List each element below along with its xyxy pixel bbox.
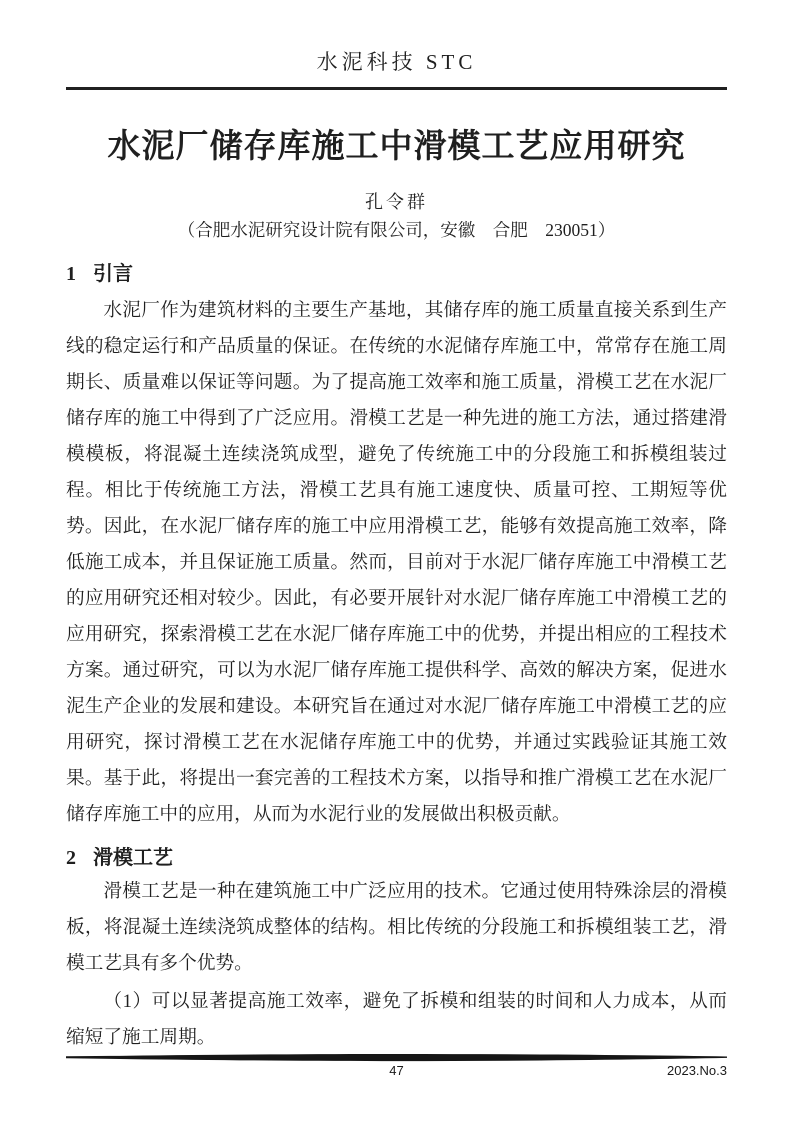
section-number: 1 [66,263,76,285]
author-name: 孔令群 [365,192,428,212]
section-heading-introduction [66,260,727,288]
issue-number: 2023.No.3 [667,1063,727,1078]
section-heading-slipform-process [66,844,727,872]
section-number: 2 [66,847,76,869]
article-title: 水泥厂储存库施工中滑模工艺应用研究 [107,129,686,165]
page-footer [66,1053,727,1081]
paragraph-slipform-overview: 滑模工艺是一种在建筑施工中广泛应用的技术。它通过使用特殊涂层的滑模板，将混凝土连续浇筑成整体的结构。相比传统的分段施工和拆模组装工艺，滑模工艺具有多个优势。 [66,881,727,974]
footer-rule-divider [66,1053,727,1062]
header-rule-divider [66,87,727,90]
paragraph-advantage-1: （1）可以显著提高施工效率，避免了拆模和组装的时间和人力成本，从而缩短了施工周期。 [66,991,727,1048]
author-affiliation: （合肥水泥研究设计院有限公司，安徽 合肥 230051） [177,220,616,240]
section-title: 引言 [93,263,133,285]
page-number: 47 [389,1063,404,1078]
paragraph-introduction: 水泥厂作为建筑材料的主要生产基地，其储存库的施工质量直接关系到生产线的稳定运行和产品质量的保证。在传统的水泥储存库施工中，常常存在施工周期长、质量难以保证等问题。为了提高施工效率和施工质量，滑模工艺在水泥厂储存库的施工中得到了广泛应用。滑模工艺是一种先进的施工方法，通过搭建滑模模板，将混凝土连续浇筑成型，避免了传统施工中的分段施工和拆模组装过程。相比于传统施工方法，滑模工艺具有施工速度快、质量可控、工期短等优势。因此，在水泥厂储存库的施工中应用滑模工艺，能够有效提高施工效率，降低施工成本，并且保证施工质量。然而，目前对于水泥厂储存库施工中滑模工艺的应用研究还相对较少。因此，有必要开展针对水泥厂储存库施工中滑模工艺的应用研究，探索滑模工艺在水泥厂储存库施工中的优势，并提出相应的工程技术方案。通过研究，可以为水泥厂储存库施工提供科学、高效的解决方案，促进水泥生产企业的发展和建设。本研究旨在通过对水泥厂储存库施工中滑模工艺的应用研究，探讨滑模工艺在水泥储存库施工中的优势，并通过实践验证其施工效果。基于此，将提出一套完善的工程技术方案，以指导和推广滑模工艺在水泥厂储存库施工中的应用，从而为水泥行业的发展做出积极贡献。 [66,300,727,825]
section-title: 滑模工艺 [93,847,173,869]
journal-running-head: 水泥科技 STC [316,50,477,74]
